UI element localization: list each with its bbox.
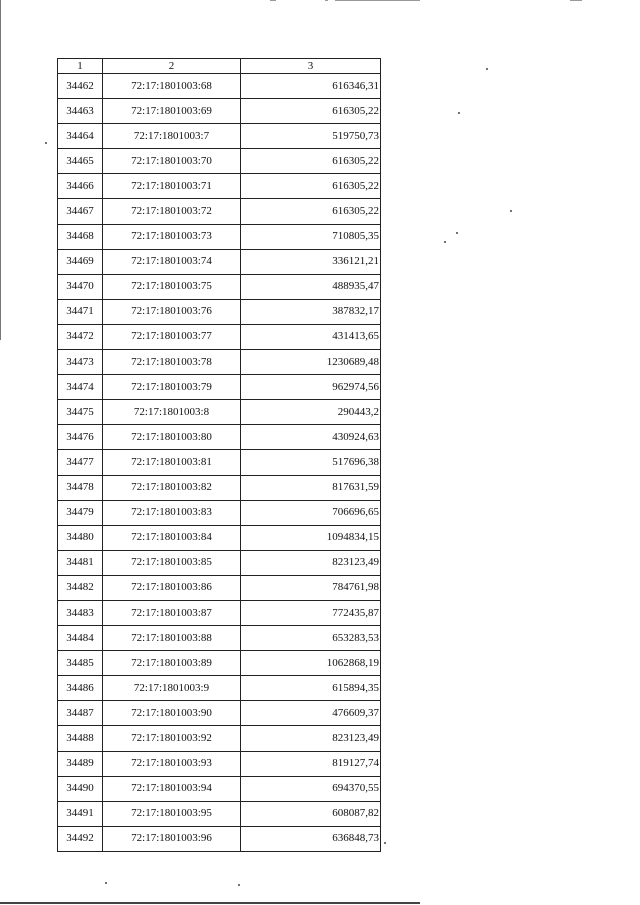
cadastral-value: 616346,31 [241, 74, 381, 99]
row-number: 34491 [58, 801, 103, 826]
row-number: 34462 [58, 74, 103, 99]
row-number: 34472 [58, 324, 103, 349]
cadastral-number: 72:17:1801003:77 [103, 324, 241, 349]
cadastral-number: 72:17:1801003:90 [103, 701, 241, 726]
cadastral-number: 72:17:1801003:75 [103, 274, 241, 299]
row-number: 34465 [58, 149, 103, 174]
cadastral-value: 430924,63 [241, 425, 381, 450]
cadastral-number: 72:17:1801003:92 [103, 726, 241, 751]
scan-speck [238, 884, 240, 886]
table-row [58, 726, 381, 751]
cadastral-value: 616305,22 [241, 149, 381, 174]
scan-speck [456, 232, 458, 234]
cadastral-number: 72:17:1801003:73 [103, 224, 241, 249]
cadastral-number: 72:17:1801003:72 [103, 199, 241, 224]
cadastral-number: 72:17:1801003:71 [103, 174, 241, 199]
cadastral-value: 706696,65 [241, 500, 381, 525]
cadastral-number: 72:17:1801003:85 [103, 550, 241, 575]
cadastral-number: 72:17:1801003:76 [103, 299, 241, 324]
cadastral-number: 72:17:1801003:69 [103, 99, 241, 124]
table-row [58, 124, 381, 149]
cadastral-value: 336121,21 [241, 249, 381, 274]
cadastral-number: 72:17:1801003:79 [103, 375, 241, 400]
table-row [58, 826, 381, 851]
row-number: 34479 [58, 500, 103, 525]
cadastral-value: 784761,98 [241, 575, 381, 600]
table-row [58, 676, 381, 701]
cadastral-value: 616305,22 [241, 199, 381, 224]
row-number: 34471 [58, 299, 103, 324]
cadastral-value: 817631,59 [241, 475, 381, 500]
row-number: 34492 [58, 826, 103, 851]
table-row [58, 500, 381, 525]
table-row [58, 425, 381, 450]
cadastral-value: 615894,35 [241, 676, 381, 701]
table-row [58, 99, 381, 124]
row-number: 34466 [58, 174, 103, 199]
cadastral-number: 72:17:1801003:82 [103, 475, 241, 500]
row-number: 34490 [58, 776, 103, 801]
table-row [58, 450, 381, 475]
row-number: 34464 [58, 124, 103, 149]
cadastral-number: 72:17:1801003:87 [103, 600, 241, 625]
cadastral-number: 72:17:1801003:96 [103, 826, 241, 851]
cadastral-value: 962974,56 [241, 375, 381, 400]
row-number: 34469 [58, 249, 103, 274]
cadastral-value: 519750,73 [241, 124, 381, 149]
scan-speck [384, 842, 386, 844]
scan-speck [444, 241, 446, 243]
cadastral-number: 72:17:1801003:68 [103, 74, 241, 99]
column-header: 2 [103, 59, 241, 74]
cadastral-value: 694370,55 [241, 776, 381, 801]
table-row [58, 324, 381, 349]
row-number: 34484 [58, 626, 103, 651]
scan-speck [105, 882, 107, 884]
table-header-row [58, 59, 381, 74]
cadastral-number: 72:17:1801003:95 [103, 801, 241, 826]
table-row [58, 224, 381, 249]
cadastral-number: 72:17:1801003:80 [103, 425, 241, 450]
cadastral-number: 72:17:1801003:81 [103, 450, 241, 475]
row-number: 34483 [58, 600, 103, 625]
row-number: 34477 [58, 450, 103, 475]
column-header: 1 [58, 59, 103, 74]
cadastral-value: 290443,2 [241, 400, 381, 425]
cadastral-value: 710805,35 [241, 224, 381, 249]
cadastral-value: 1094834,15 [241, 525, 381, 550]
cadastral-number: 72:17:1801003:94 [103, 776, 241, 801]
table-row [58, 651, 381, 676]
column-header: 3 [241, 59, 381, 74]
scan-speck [486, 68, 488, 70]
cadastral-value: 823123,49 [241, 550, 381, 575]
cadastral-value: 488935,47 [241, 274, 381, 299]
cadastral-value: 387832,17 [241, 299, 381, 324]
row-number: 34480 [58, 525, 103, 550]
cadastral-number: 72:17:1801003:8 [103, 400, 241, 425]
row-number: 34485 [58, 651, 103, 676]
row-number: 34489 [58, 751, 103, 776]
table-row [58, 199, 381, 224]
row-number: 34475 [58, 400, 103, 425]
table-row [58, 525, 381, 550]
row-number: 34468 [58, 224, 103, 249]
table-row [58, 249, 381, 274]
row-number: 34473 [58, 350, 103, 375]
cadastral-number: 72:17:1801003:74 [103, 249, 241, 274]
cadastral-value: 819127,74 [241, 751, 381, 776]
cadastral-number: 72:17:1801003:84 [103, 525, 241, 550]
cadastral-number: 72:17:1801003:83 [103, 500, 241, 525]
table-row [58, 74, 381, 99]
cadastral-value: 476609,37 [241, 701, 381, 726]
cadastral-value: 823123,49 [241, 726, 381, 751]
scan-speck [510, 210, 512, 212]
cadastral-value: 653283,53 [241, 626, 381, 651]
table-row [58, 274, 381, 299]
table-row [58, 375, 381, 400]
table-row [58, 400, 381, 425]
row-number: 34482 [58, 575, 103, 600]
row-number: 34481 [58, 550, 103, 575]
row-number: 34467 [58, 199, 103, 224]
table-row [58, 299, 381, 324]
cadastral-value: 1062868,19 [241, 651, 381, 676]
table-row [58, 149, 381, 174]
cadastral-value: 636848,73 [241, 826, 381, 851]
scan-bottom-line [0, 902, 420, 904]
table-row [58, 174, 381, 199]
scan-speck [45, 142, 47, 144]
row-number: 34486 [58, 676, 103, 701]
scan-speck [458, 112, 460, 114]
row-number: 34474 [58, 375, 103, 400]
row-number: 34478 [58, 475, 103, 500]
table-row [58, 350, 381, 375]
table-row [58, 626, 381, 651]
cadastral-number: 72:17:1801003:7 [103, 124, 241, 149]
table-row [58, 550, 381, 575]
cadastral-value: 431413,65 [241, 324, 381, 349]
cadastral-value: 1230689,48 [241, 350, 381, 375]
row-number: 34488 [58, 726, 103, 751]
table-row [58, 801, 381, 826]
cadastral-number: 72:17:1801003:93 [103, 751, 241, 776]
row-number: 34487 [58, 701, 103, 726]
cadastral-value: 517696,38 [241, 450, 381, 475]
cadastral-number: 72:17:1801003:88 [103, 626, 241, 651]
cadastral-number: 72:17:1801003:86 [103, 575, 241, 600]
table-row [58, 475, 381, 500]
row-number: 34476 [58, 425, 103, 450]
scan-top-marks [270, 0, 600, 2]
cadastral-number: 72:17:1801003:89 [103, 651, 241, 676]
scan-left-edge [0, 0, 1, 340]
cadastral-number: 72:17:1801003:78 [103, 350, 241, 375]
cadastral-number: 72:17:1801003:9 [103, 676, 241, 701]
cadastral-value: 616305,22 [241, 99, 381, 124]
table-row [58, 776, 381, 801]
cadastral-value: 616305,22 [241, 174, 381, 199]
row-number: 34463 [58, 99, 103, 124]
table-row [58, 600, 381, 625]
row-number: 34470 [58, 274, 103, 299]
table-row [58, 751, 381, 776]
table-row [58, 701, 381, 726]
cadastral-value: 608087,82 [241, 801, 381, 826]
data-table [57, 58, 381, 852]
table-row [58, 575, 381, 600]
cadastral-number: 72:17:1801003:70 [103, 149, 241, 174]
cadastral-value: 772435,87 [241, 600, 381, 625]
